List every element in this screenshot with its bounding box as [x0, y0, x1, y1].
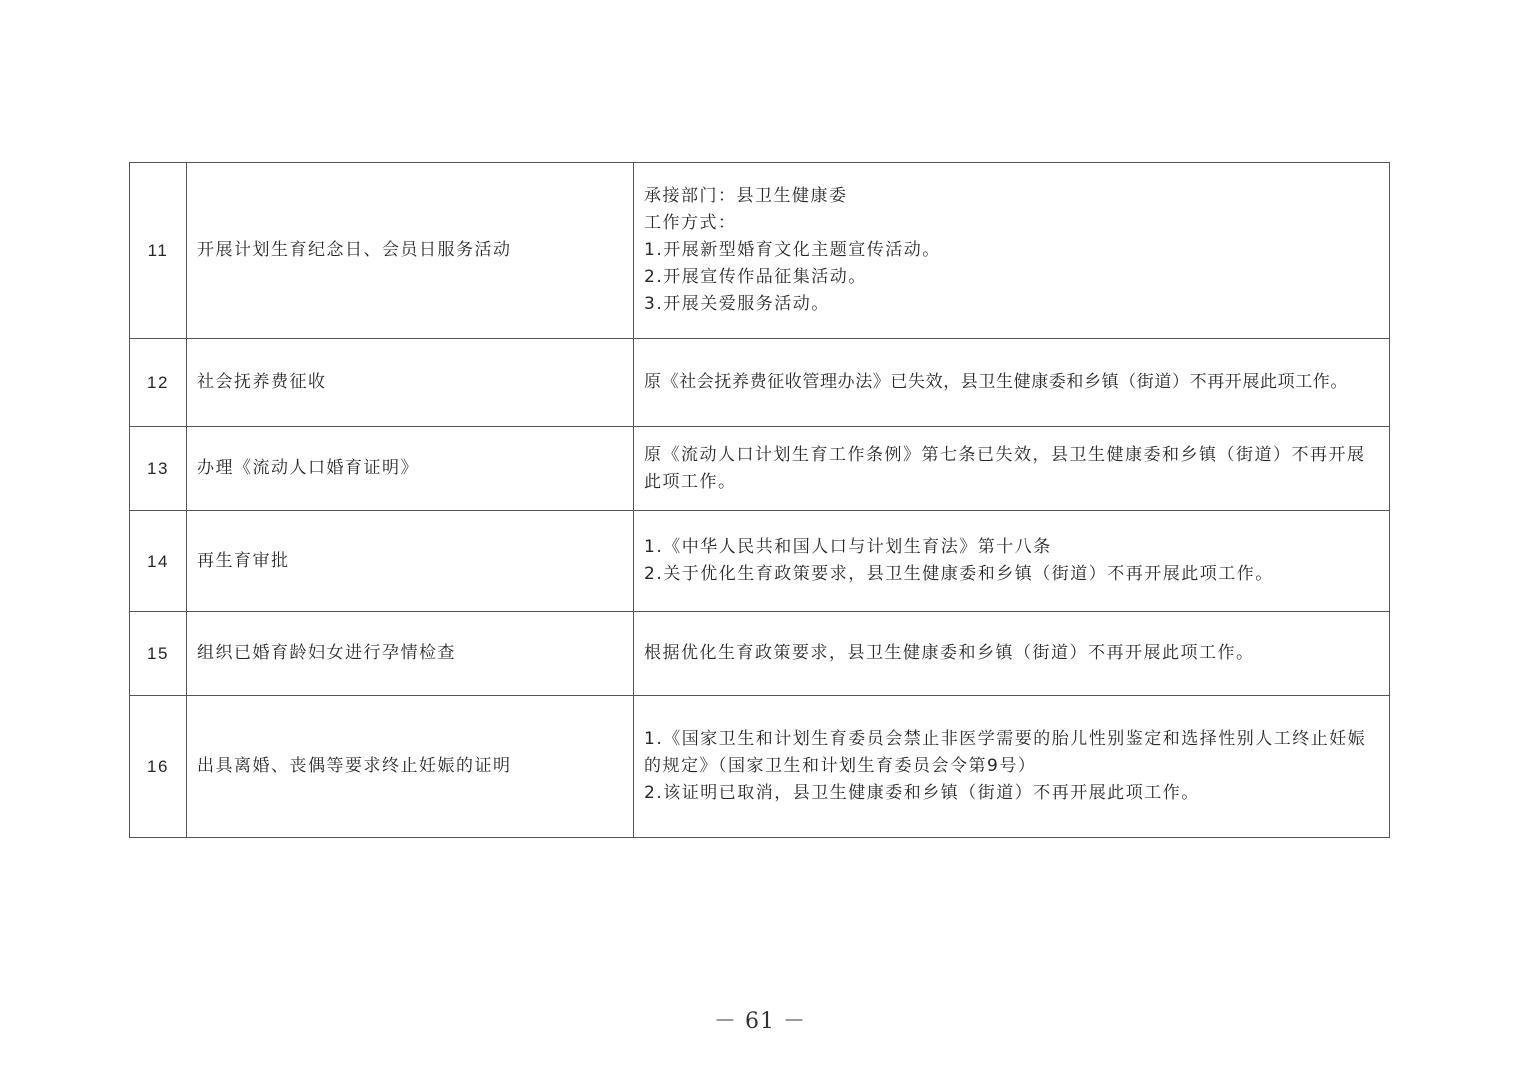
table-row [130, 511, 1390, 612]
detail-line: 2.该证明已取消，县卫生健康委和乡镇（街道）不再开展此项工作。 [644, 783, 1200, 803]
table-row [130, 339, 1390, 427]
item-detail [634, 612, 1390, 696]
item-detail [634, 696, 1390, 838]
table-row [130, 427, 1390, 511]
detail-line: 3.开展关爱服务活动。 [644, 294, 830, 314]
table-row [130, 163, 1390, 339]
item-name: 办理《流动人口婚育证明》 [187, 427, 634, 511]
item-detail [634, 339, 1390, 427]
policy-table [129, 162, 1390, 838]
detail-line: 工作方式： [644, 213, 737, 233]
detail-line: 2.关于优化生育政策要求，县卫生健康委和乡镇（街道）不再开展此项工作。 [644, 564, 1274, 584]
detail-line: 1.《中华人民共和国人口与计划生育法》第十八条 [644, 537, 1052, 557]
table-row [130, 612, 1390, 696]
page-number: － 61 － [714, 1009, 806, 1034]
item-name: 组织已婚育龄妇女进行孕情检查 [187, 612, 634, 696]
row-number: 14 [130, 511, 187, 612]
detail-line: 1.《国家卫生和计划生育委员会禁止非医学需要的胎儿性别鉴定和选择性别人工终止妊娠的规定》（国家卫生和计划生育委员会令第9号） [644, 729, 1367, 776]
item-detail [634, 427, 1390, 511]
detail-line: 1.开展新型婚育文化主题宣传活动。 [644, 240, 941, 260]
row-number: 15 [130, 612, 187, 696]
table-row [130, 696, 1390, 838]
row-number: 12 [130, 339, 187, 427]
detail-line: 原《社会抚养费征收管理办法》已失效，县卫生健康委和乡镇（街道）不再开展此项工作。 [644, 372, 1348, 392]
item-detail [634, 511, 1390, 612]
item-detail [634, 163, 1390, 339]
row-number: 16 [130, 696, 187, 838]
detail-line: 承接部门：县卫生健康委 [644, 186, 848, 206]
item-name: 社会抚养费征收 [187, 339, 634, 427]
detail-line: 原《流动人口计划生育工作条例》第七条已失效，县卫生健康委和乡镇（街道）不再开展此项工作。 [644, 444, 1366, 492]
item-name: 出具离婚、丧偶等要求终止妊娠的证明 [187, 696, 634, 838]
item-name: 开展计划生育纪念日、会员日服务活动 [187, 163, 634, 339]
row-number: 13 [130, 427, 187, 511]
detail-line: 根据优化生育政策要求，县卫生健康委和乡镇（街道）不再开展此项工作。 [644, 643, 1255, 663]
detail-line: 2.开展宣传作品征集活动。 [644, 267, 867, 287]
row-number: 11 [130, 163, 187, 339]
item-name: 再生育审批 [187, 511, 634, 612]
